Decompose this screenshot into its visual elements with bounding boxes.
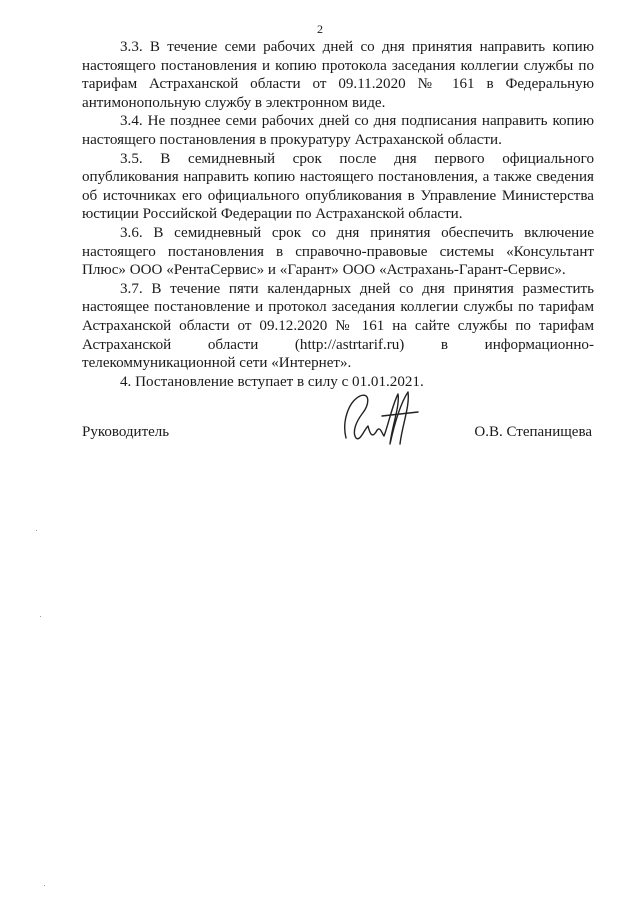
scan-speck xyxy=(44,885,45,886)
scan-speck xyxy=(36,530,37,531)
signatory-name: О.В. Степанищева xyxy=(474,424,592,440)
paragraph-3-6: 3.6. В семидневный срок со дня принятия обеспечить включение настоящего постановления в справочно-правовые системы «Консультант Плюс» ООО «РентаСервис» и «Гарант» ООО «Астрахань-Гарант-Сервис». xyxy=(82,224,594,279)
scan-speck xyxy=(40,616,41,617)
handwritten-signature xyxy=(340,386,420,452)
document-body xyxy=(82,38,594,391)
paragraph-3-5: 3.5. В семидневный срок после дня первого официального опубликования направить копию настоящего постановления, а также сведения об источниках его официального опубликования в Управление Министерства юстиции Российской Федерации по Астраханской области. xyxy=(82,150,594,223)
signature-block xyxy=(82,420,592,460)
paragraph-4: 4. Постановление вступает в силу с 01.01.2021. xyxy=(120,373,424,390)
paragraph-3-7: 3.7. В течение пяти календарных дней со дня принятия разместить настоящее постановление и протокол заседания коллегии службы по тарифам Астраханской области от 09.12.2020 № 161 на сайте службы по тарифам Астраханской области (http://astrtarif.ru) в информационно-телекоммуникационной сети «Интернет». xyxy=(82,280,594,372)
paragraph-3-4: 3.4. Не позднее семи рабочих дней со дня подписания направить копию настоящего постановления в прокуратуру Астраханской области. xyxy=(82,113,594,148)
paragraph-3-3: 3.3. В течение семи рабочих дней со дня принятия направить копию настоящего постановления и копию протокола заседания коллегии службы по тарифам Астраханской области от 09.11.2020 № 161 в Федеральную антимонопольную службу в электронном виде. xyxy=(82,39,594,111)
signatory-title: Руководитель xyxy=(82,424,170,440)
page-number: 2 xyxy=(317,22,323,36)
